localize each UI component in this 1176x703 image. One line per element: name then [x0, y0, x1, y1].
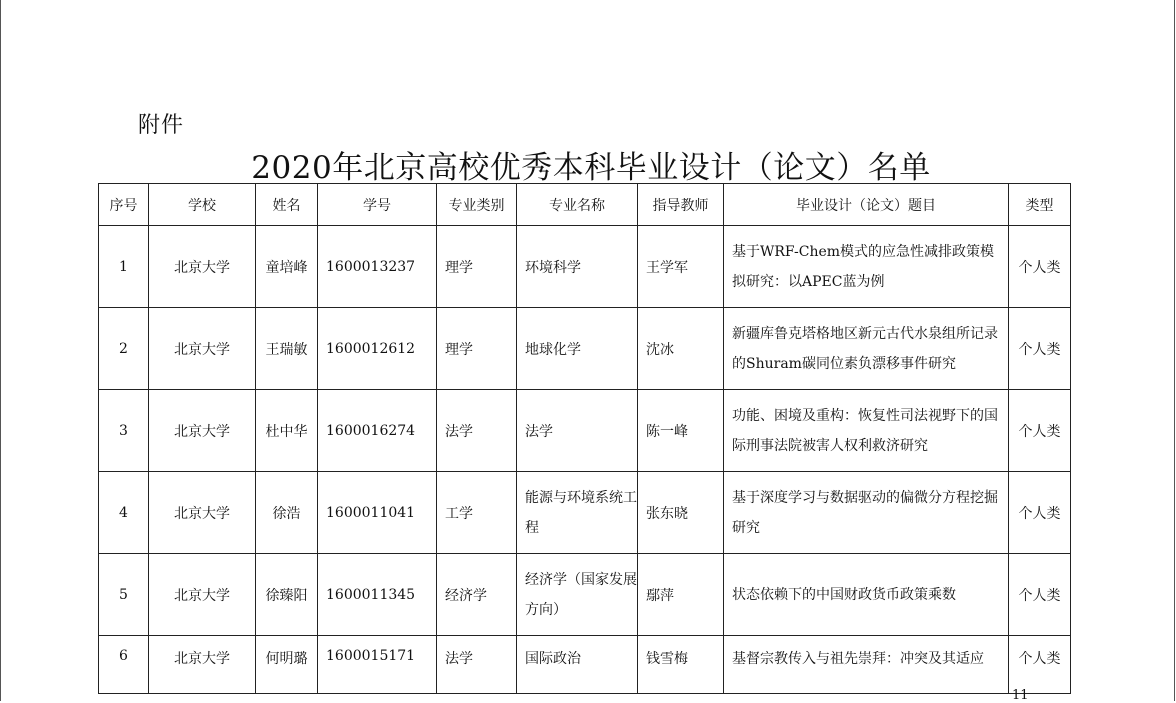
header-topic: 毕业设计（论文）题目 [724, 184, 1009, 226]
cell-name: 徐臻阳 [256, 554, 318, 636]
cell-id: 1600011041 [318, 472, 437, 554]
cell-advisor: 鄢萍 [638, 554, 724, 636]
cell-category: 法学 [437, 390, 517, 472]
page-edge-right [1174, 0, 1175, 701]
cell-topic: 新疆库鲁克塔格地区新元古代水泉组所记录的Shuram碳同位素负漂移事件研究 [724, 308, 1009, 390]
cell-type: 个人类 [1009, 390, 1071, 472]
cell-major: 国际政治 [517, 636, 638, 694]
header-category: 专业类别 [437, 184, 517, 226]
cell-type: 个人类 [1009, 226, 1071, 308]
header-school: 学校 [149, 184, 256, 226]
table-row [99, 390, 1071, 472]
cell-major: 法学 [517, 390, 638, 472]
cell-type: 个人类 [1009, 554, 1071, 636]
page-edge-left [0, 0, 1, 701]
cell-id: 1600016274 [318, 390, 437, 472]
header-name: 姓名 [256, 184, 318, 226]
header-id: 学号 [318, 184, 437, 226]
cell-category: 理学 [437, 308, 517, 390]
cell-topic: 状态依赖下的中国财政货币政策乘数 [724, 554, 1009, 636]
cell-major: 环境科学 [517, 226, 638, 308]
cell-id: 1600011345 [318, 554, 437, 636]
cell-id: 1600015171 [318, 636, 437, 694]
cell-category: 法学 [437, 636, 517, 694]
cell-school: 北京大学 [149, 636, 256, 694]
cell-no: 2 [99, 308, 149, 390]
cell-advisor: 沈冰 [638, 308, 724, 390]
table-row [99, 636, 1071, 694]
cell-major: 地球化学 [517, 308, 638, 390]
cell-topic: 基督宗教传入与祖先崇拜：冲突及其适应 [724, 636, 1009, 694]
cell-category: 工学 [437, 472, 517, 554]
cell-name: 童培峰 [256, 226, 318, 308]
document-title: 2020年北京高校优秀本科毕业设计（论文）名单 [251, 150, 931, 186]
attachment-label: 附件 [138, 113, 185, 138]
cell-school: 北京大学 [149, 554, 256, 636]
cell-advisor: 钱雪梅 [638, 636, 724, 694]
cell-no: 6 [99, 636, 149, 694]
cell-major: 经济学（国家发展方向） [517, 554, 638, 636]
cell-category: 理学 [437, 226, 517, 308]
cell-school: 北京大学 [149, 226, 256, 308]
cell-type: 个人类 [1009, 472, 1071, 554]
cell-type: 个人类 [1009, 308, 1071, 390]
cell-id: 1600012612 [318, 308, 437, 390]
cell-major: 能源与环境系统工程 [517, 472, 638, 554]
cell-id: 1600013237 [318, 226, 437, 308]
cell-no: 5 [99, 554, 149, 636]
table-row [99, 554, 1071, 636]
cell-no: 4 [99, 472, 149, 554]
header-type: 类型 [1009, 184, 1071, 226]
table-header-row [99, 184, 1071, 226]
cell-name: 王瑞敏 [256, 308, 318, 390]
header-advisor: 指导教师 [638, 184, 724, 226]
page-number: 11 [1012, 688, 1029, 703]
cell-school: 北京大学 [149, 390, 256, 472]
cell-topic: 功能、困境及重构：恢复性司法视野下的国际刑事法院被害人权利救济研究 [724, 390, 1009, 472]
cell-advisor: 张东晓 [638, 472, 724, 554]
cell-advisor: 陈一峰 [638, 390, 724, 472]
table-row [99, 472, 1071, 554]
cell-type: 个人类 [1009, 636, 1071, 694]
cell-no: 1 [99, 226, 149, 308]
cell-name: 杜中华 [256, 390, 318, 472]
table-row [99, 308, 1071, 390]
header-major: 专业名称 [517, 184, 638, 226]
cell-no: 3 [99, 390, 149, 472]
cell-name: 徐浩 [256, 472, 318, 554]
cell-name: 何明璐 [256, 636, 318, 694]
awards-table [98, 183, 1071, 694]
cell-topic: 基于WRF-Chem模式的应急性减排政策模拟研究：以APEC蓝为例 [724, 226, 1009, 308]
cell-school: 北京大学 [149, 308, 256, 390]
cell-advisor: 王学军 [638, 226, 724, 308]
table-row [99, 226, 1071, 308]
cell-school: 北京大学 [149, 472, 256, 554]
cell-category: 经济学 [437, 554, 517, 636]
header-no: 序号 [99, 184, 149, 226]
cell-topic: 基于深度学习与数据驱动的偏微分方程挖掘研究 [724, 472, 1009, 554]
